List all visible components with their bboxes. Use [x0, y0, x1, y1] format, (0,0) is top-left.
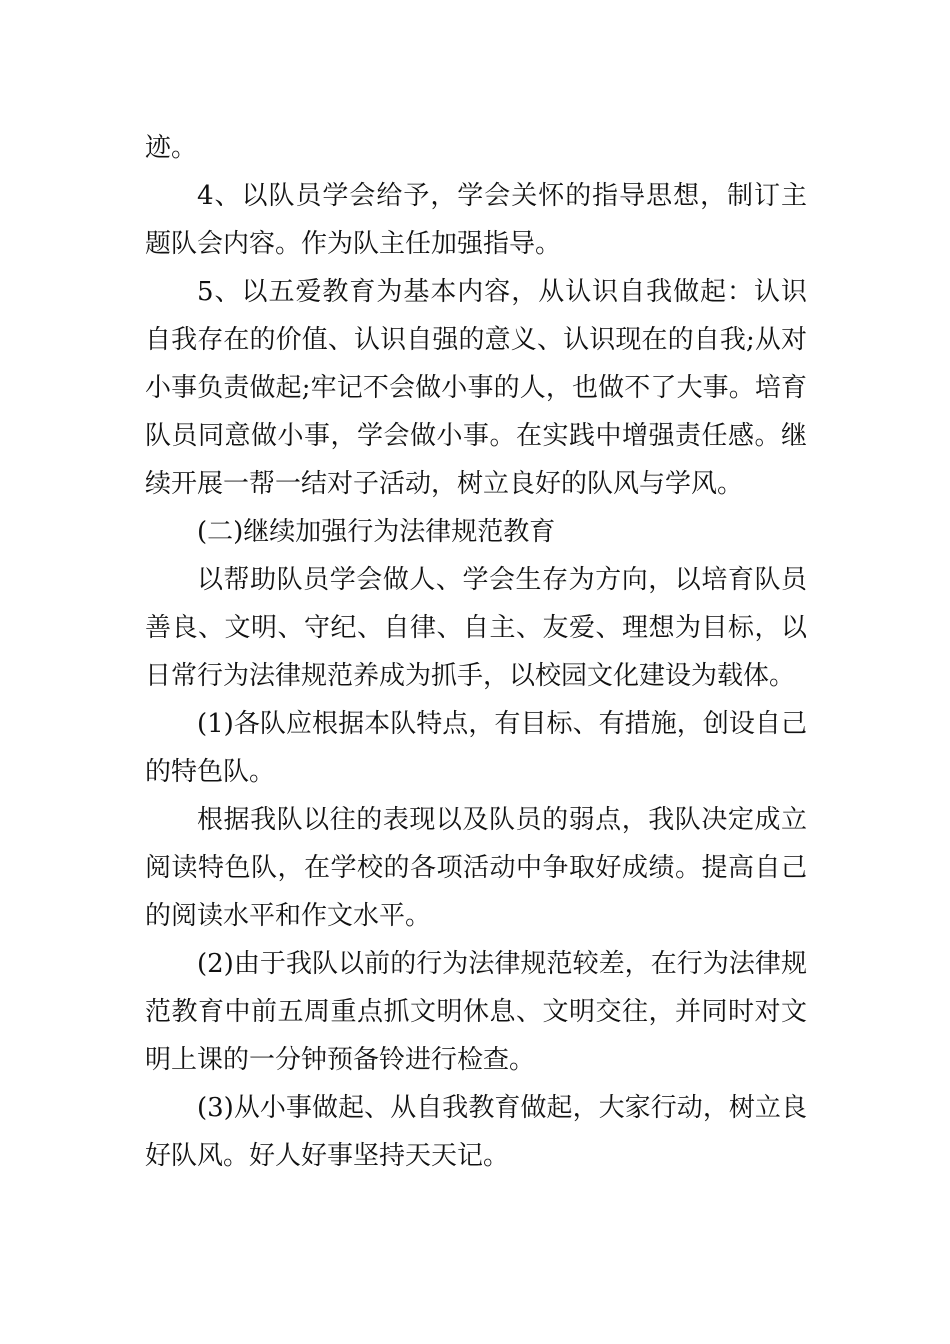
paragraph-point-3: (3)从小事做起、从自我教育做起，大家行动，树立良好队风。好人好事坚持天天记。: [145, 1093, 807, 1171]
paragraph-point-1: (1)各队应根据本队特点，有目标、有措施，创设自己的特色队。: [145, 709, 807, 787]
document-body: [145, 124, 807, 1180]
section-heading-2: (二)继续加强行为法律规范教育: [197, 517, 556, 547]
paragraph-reading-team: 根据我队以往的表现以及队员的弱点，我队决定成立阅读特色队，在学校的各项活动中争取好成绩。提高自己的阅读水平和作文水平。: [145, 805, 807, 931]
paragraph-item-5: 5、以五爱教育为基本内容，从认识自我做起：认识自我存在的价值、认识自强的意义、认识现在的自我;从对小事负责做起;牢记不会做小事的人，也做不了大事。培育队员同意做小事，学会做小事。在实践中增强责任感。继续开展一帮一结对子活动，树立良好的队风与学风。: [145, 277, 807, 499]
paragraph-section-intro: 以帮助队员学会做人、学会生存为方向，以培育队员善良、文明、守纪、自律、自主、友爱、理想为目标，以日常行为法律规范养成为抓手，以校园文化建设为载体。: [145, 565, 807, 691]
paragraph-item-4: 4、以队员学会给予，学会关怀的指导思想，制订主题队会内容。作为队主任加强指导。: [145, 181, 807, 259]
paragraph-continuation: 迹。: [145, 133, 198, 163]
paragraph-point-2: (2)由于我队以前的行为法律规范较差，在行为法律规范教育中前五周重点抓文明休息、文明交往，并同时对文明上课的一分钟预备铃进行检查。: [145, 949, 807, 1075]
